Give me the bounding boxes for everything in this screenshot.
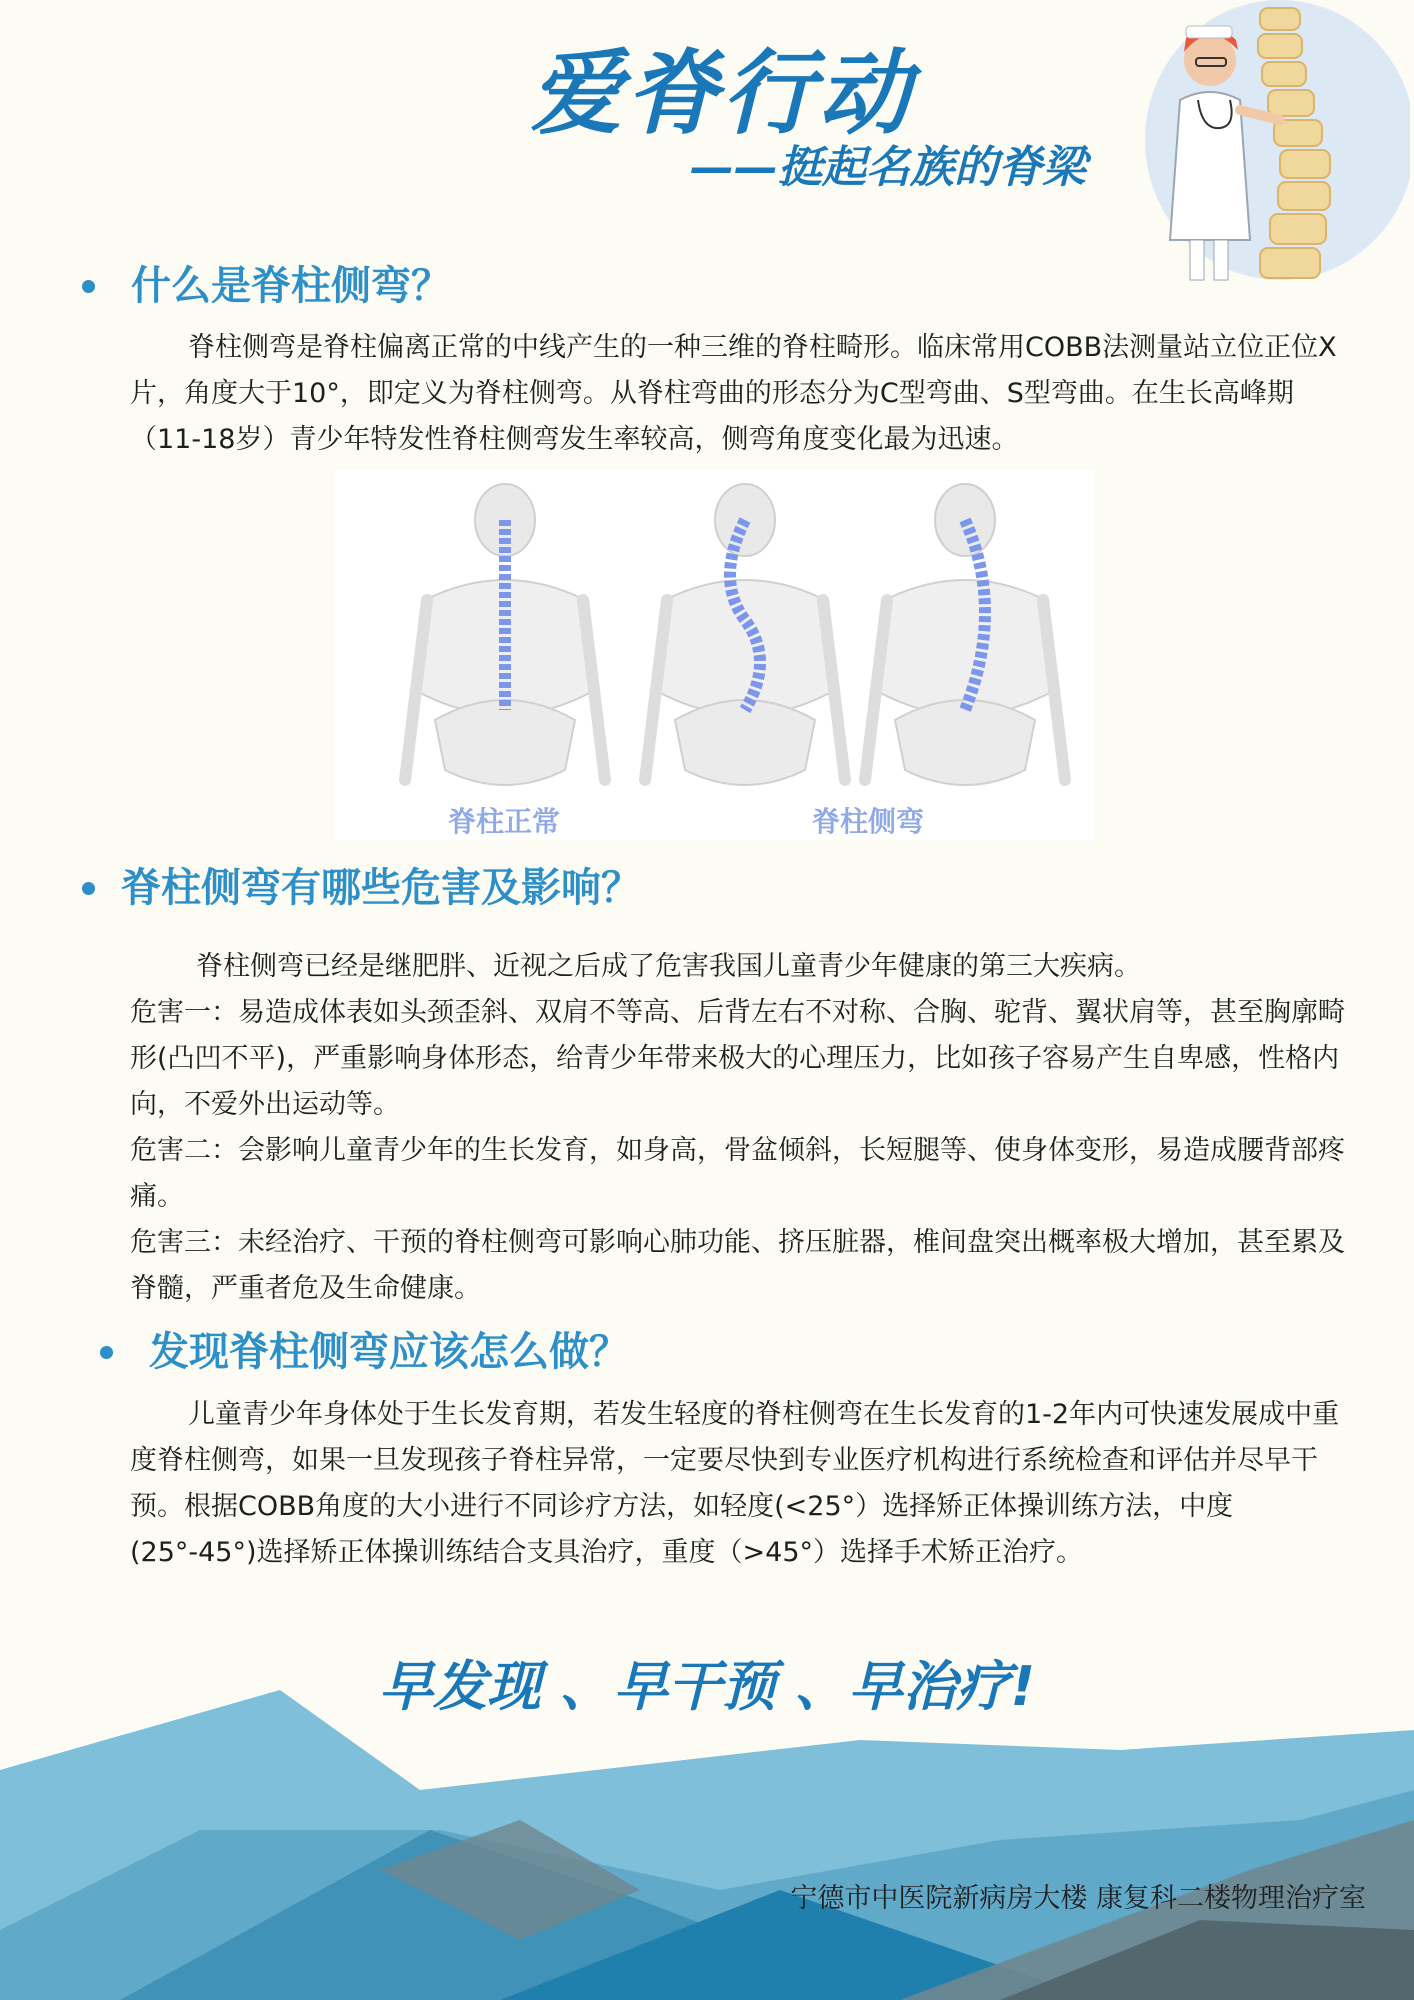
bullet-icon <box>82 280 95 293</box>
figure-label-normal: 脊柱正常 <box>448 805 561 838</box>
page-title: 爱脊行动 <box>530 40 915 147</box>
paragraph-action: 儿童青少年身体处于生长发育期，若发生轻度的脊柱侧弯在生长发育的1-2年内可快速发展成中重度脊柱侧弯，如果一旦发现孩子脊柱异常，一定要尽快到专业医疗机构进行系统检查和评估并尽早干预。根据COBB角度的大小进行不同诊疗方法，如轻度(<25°）选择矫正体操训练方法，中度(25°-45°)选择矫正体操训练结合支具治疗，重度（>45°）选择手术矫正治疗。 <box>130 1399 1340 1568</box>
bullet-icon <box>100 1346 113 1359</box>
section-heading-action <box>100 1329 629 1375</box>
section-heading-text: 什么是脊柱侧弯？ <box>131 263 451 309</box>
page-subtitle: ——挺起名族的脊梁 <box>690 142 1086 193</box>
paragraph-harm-3: 危害三：未经治疗、干预的脊柱侧弯可影响心肺功能、挤压脏器，椎间盘突出概率极大增加，甚至累及脊髓，严重者危及生命健康。 <box>130 1227 1345 1304</box>
section-heading-harm <box>82 865 641 911</box>
mountain-decoration <box>0 1670 1414 2000</box>
footer-address: 宁德市中医院新病房大楼 康复科二楼物理治疗室 <box>790 1883 1366 1914</box>
paragraph-harm-2: 危害二：会影响儿童青少年的生长发育，如身高，骨盆倾斜，长短腿等、使身体变形，易造成腰背部疼痛。 <box>130 1135 1345 1212</box>
bullet-icon <box>82 882 95 895</box>
section-heading-text: 脊柱侧弯有哪些危害及影响？ <box>121 865 641 911</box>
spine-comparison-figure <box>335 470 1095 840</box>
section-heading-what <box>82 263 451 309</box>
section-heading-text: 发现脊柱侧弯应该怎么做？ <box>149 1329 629 1375</box>
slogan: 早发现 、早干预 、早治疗! <box>378 1655 1036 1718</box>
paragraph-harm-1: 危害一：易造成体表如头颈歪斜、双肩不等高、后背左右不对称、合胸、驼背、翼状肩等，甚至胸廓畸形(凸凹不平)，严重影响身体形态，给青少年带来极大的心理压力，比如孩子容易产生自卑感，性格内向，不爱外出运动等。 <box>130 997 1345 1120</box>
doctor-spine-illustration <box>1140 0 1410 290</box>
figure-label-scoliosis: 脊柱侧弯 <box>812 805 925 838</box>
paragraph-definition: 脊柱侧弯是脊柱偏离正常的中线产生的一种三维的脊柱畸形。临床常用COBB法测量站立位正位X片，角度大于10°，即定义为脊柱侧弯。从脊柱弯曲的形态分为C型弯曲、S型弯曲。在生长高峰期 （11-18岁）青少年特发性脊柱侧弯发生率较高，侧弯角度变化最为迅速。 <box>130 332 1337 455</box>
paragraph-harm-intro: 脊柱侧弯已经是继肥胖、近视之后成了危害我国儿童青少年健康的第三大疾病。 <box>196 951 1141 982</box>
